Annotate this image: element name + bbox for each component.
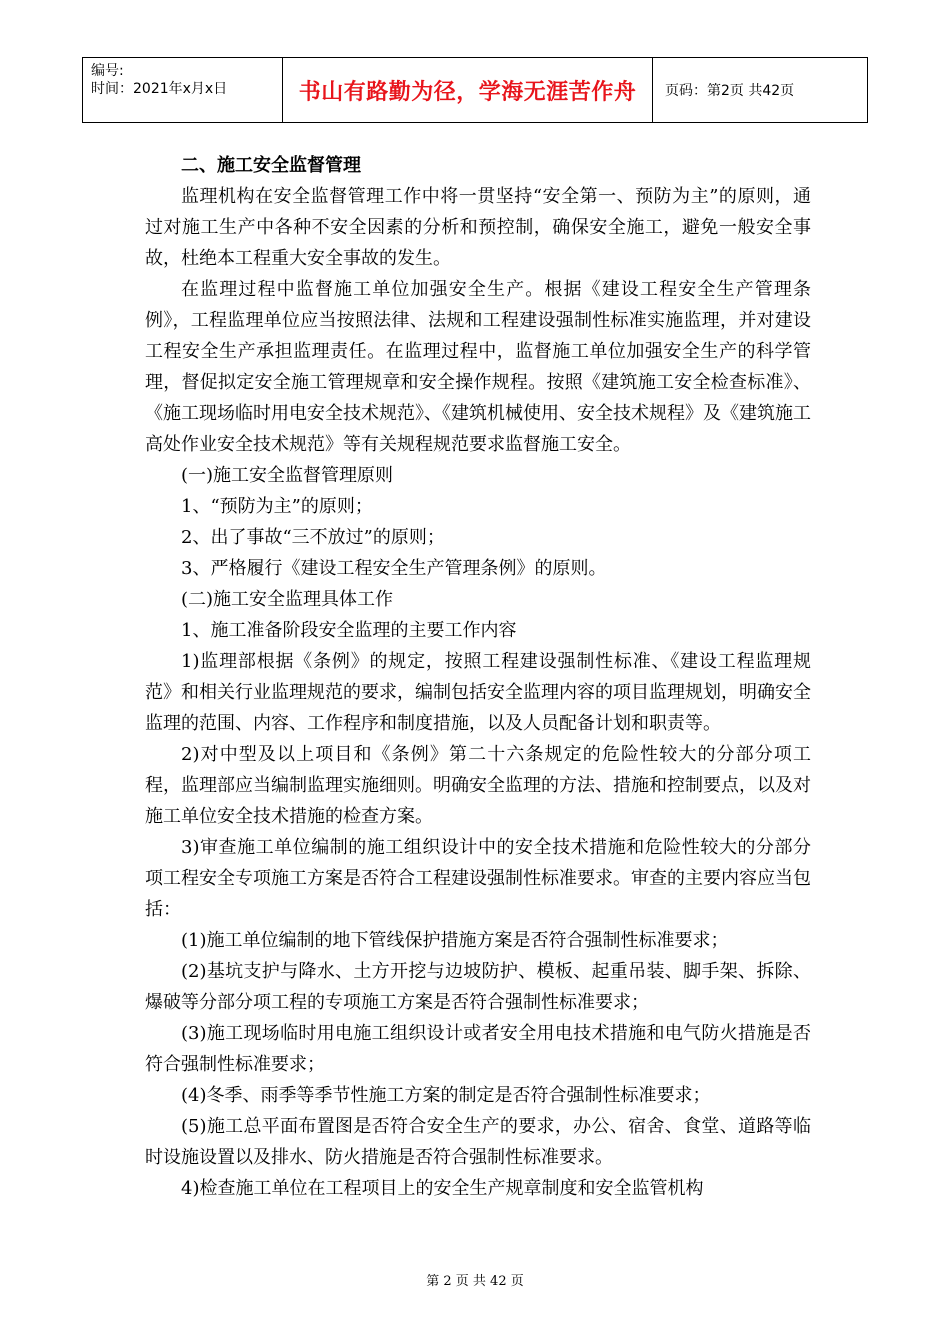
paragraph: 在监理过程中监督施工单位加强安全生产。根据《建设工程安全生产管理条例》，工程监理单位应当按照法律、法规和工程建设强制性标准实施监理，并对建设工程安全生产承担监理责任。在监理过程中，监督施工单位加强安全生产的科学管理，督促拟定安全施工管理规章和安全操作规程。按照《建筑施工安全检查标准》、《施工现场临时用电安全技术规范》、《建筑机械使用、安全技术规程》及《建筑施工高处作业安全技术规范》等有关规程规范要求监督施工安全。 bbox=[145, 279, 811, 455]
header-motto: 书山有路勤为径，学海无涯苦作舟 bbox=[283, 58, 653, 122]
list-item: 2、出了事故“三不放过”的原则； bbox=[181, 527, 445, 548]
list-item: (5)施工总平面布置图是否符合安全生产的要求，办公、宿舍、食堂、道路等临时设施设置以及排水、防火措施是否符合强制性标准要求。 bbox=[145, 1116, 811, 1168]
list-item: (2)基坑支护与降水、土方开挖与边坡防护、模板、起重吊装、脚手架、拆除、爆破等分部分项工程的专项施工方案是否符合强制性标准要求； bbox=[145, 961, 811, 1013]
header-meta-cell bbox=[83, 58, 283, 122]
list-item: (4)冬季、雨季等季节性施工方案的制定是否符合强制性标准要求； bbox=[181, 1085, 711, 1106]
document-body bbox=[145, 150, 811, 1204]
section-heading: 二、施工安全监督管理 bbox=[181, 155, 361, 176]
paragraph: 4)检查施工单位在工程项目上的安全生产规章制度和安全监管机构 bbox=[181, 1178, 704, 1199]
paragraph: 1)监理部根据《条例》的规定，按照工程建设强制性标准、《建设工程监理规范》和相关行业监理规范的要求，编制包括安全监理内容的项目监理规划，明确安全监理的范围、内容、工作程序和制度措施，以及人员配备计划和职责等。 bbox=[145, 651, 811, 734]
page-footer: 第 2 页 共 42 页 bbox=[426, 1274, 524, 1289]
paragraph: 2)对中型及以上项目和《条例》第二十六条规定的危险性较大的分部分项工程，监理部应当编制监理实施细则。明确安全监理的方法、措施和控制要点，以及对施工单位安全技术措施的检查方案。 bbox=[145, 744, 811, 827]
document-number-label: 编号: bbox=[91, 63, 124, 79]
list-item: (1)施工单位编制的地下管线保护措施方案是否符合强制性标准要求； bbox=[181, 930, 729, 951]
list-item: 1、施工准备阶段安全监理的主要工作内容 bbox=[181, 620, 517, 641]
list-item: 1、“预防为主”的原则； bbox=[181, 496, 373, 517]
list-item: (3)施工现场临时用电施工组织设计或者安全用电技术措施和电气防火措施是否符合强制性标准要求； bbox=[145, 1023, 811, 1075]
document-time-label: 时间：2021年x月x日 bbox=[91, 81, 228, 97]
list-item: 3、严格履行《建设工程安全生产管理条例》的原则。 bbox=[181, 558, 607, 579]
page-header bbox=[82, 57, 868, 123]
subsection-heading: (一)施工安全监督管理原则 bbox=[181, 465, 394, 486]
subsection-heading: (二)施工安全监理具体工作 bbox=[181, 589, 394, 610]
header-page-label: 页码：第2页 共42页 bbox=[665, 83, 795, 99]
paragraph: 3)审查施工单位编制的施工组织设计中的安全技术措施和危险性较大的分部分项工程安全专项施工方案是否符合工程建设强制性标准要求。审查的主要内容应当包括： bbox=[145, 837, 811, 920]
paragraph: 监理机构在安全监督管理工作中将一贯坚持“安全第一、预防为主”的原则，通过对施工生产中各种不安全因素的分析和预控制，确保安全施工，避免一般安全事故，杜绝本工程重大安全事故的发生。 bbox=[145, 186, 811, 269]
